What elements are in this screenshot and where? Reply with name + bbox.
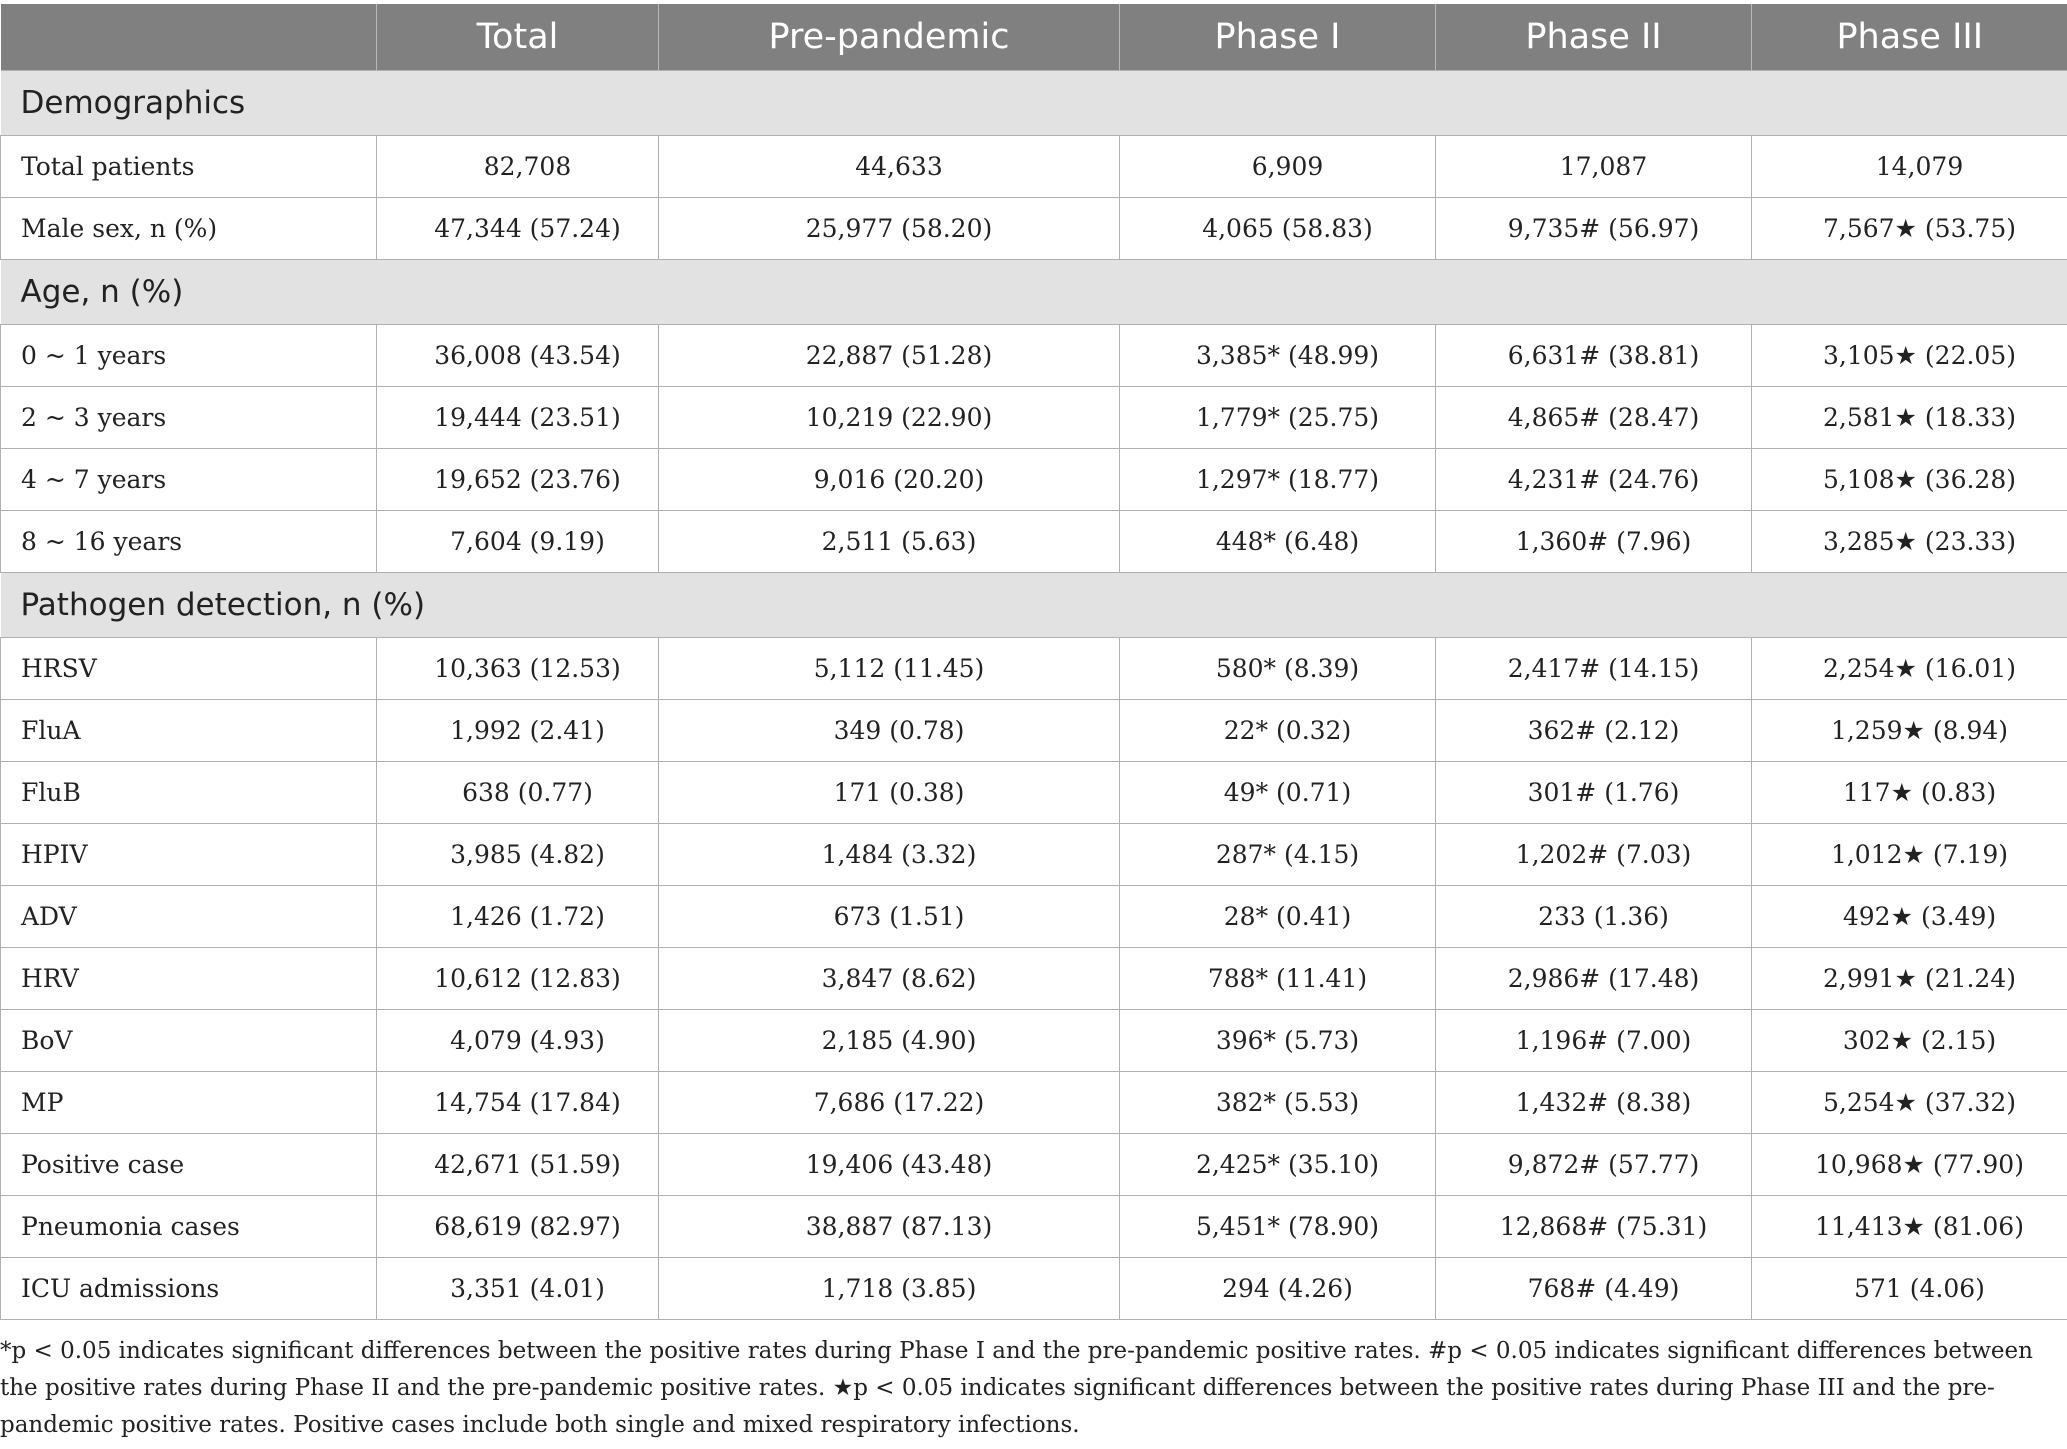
table-cell: 302★ (2.15): [1752, 1010, 2067, 1072]
table-cell: 1,432# (8.38): [1436, 1072, 1752, 1134]
table-cell: 2,425* (35.10): [1120, 1134, 1436, 1196]
table-cell: 2,185 (4.90): [659, 1010, 1120, 1072]
table-cell: 25,977 (58.20): [659, 198, 1120, 260]
table-cell: 5,254★ (37.32): [1752, 1072, 2067, 1134]
table-row: [1, 948, 2067, 1010]
table-cell: 12,868# (75.31): [1436, 1196, 1752, 1258]
table-cell: 1,426 (1.72): [377, 886, 659, 948]
table-cell: 287* (4.15): [1120, 824, 1436, 886]
row-label: ADV: [1, 886, 377, 948]
header-phase-1: Phase I: [1120, 4, 1436, 71]
table-cell: 10,363 (12.53): [377, 638, 659, 700]
table-row: [1, 449, 2067, 511]
table-cell: 19,444 (23.51): [377, 387, 659, 449]
table-cell: 788* (11.41): [1120, 948, 1436, 1010]
table-cell: 11,413★ (81.06): [1752, 1196, 2067, 1258]
table-cell: 7,567★ (53.75): [1752, 198, 2067, 260]
table-cell: 36,008 (43.54): [377, 325, 659, 387]
table-cell: 5,451* (78.90): [1120, 1196, 1436, 1258]
section-header-row: [1, 573, 2067, 638]
table-cell: 2,581★ (18.33): [1752, 387, 2067, 449]
table-cell: 2,991★ (21.24): [1752, 948, 2067, 1010]
table-cell: 82,708: [377, 136, 659, 198]
section-header-row: [1, 71, 2067, 136]
section-title: Pathogen detection, n (%): [1, 573, 2067, 638]
table-row: [1, 1072, 2067, 1134]
table-cell: 1,202# (7.03): [1436, 824, 1752, 886]
table-cell: 44,633: [659, 136, 1120, 198]
table-cell: 9,016 (20.20): [659, 449, 1120, 511]
table-cell: 1,779* (25.75): [1120, 387, 1436, 449]
table-cell: 22* (0.32): [1120, 700, 1436, 762]
table-cell: 396* (5.73): [1120, 1010, 1436, 1072]
table-cell: 1,259★ (8.94): [1752, 700, 2067, 762]
table-cell: 1,012★ (7.19): [1752, 824, 2067, 886]
table-cell: 28* (0.41): [1120, 886, 1436, 948]
table-cell: 2,511 (5.63): [659, 511, 1120, 573]
table-cell: 7,604 (9.19): [377, 511, 659, 573]
table-cell: 22,887 (51.28): [659, 325, 1120, 387]
row-label: Positive case: [1, 1134, 377, 1196]
row-label: 0 ~ 1 years: [1, 325, 377, 387]
section-header-row: [1, 260, 2067, 325]
table-cell: 1,718 (3.85): [659, 1258, 1120, 1320]
table-cell: 10,219 (22.90): [659, 387, 1120, 449]
table-cell: 117★ (0.83): [1752, 762, 2067, 824]
table-cell: 3,351 (4.01): [377, 1258, 659, 1320]
table-cell: 638 (0.77): [377, 762, 659, 824]
section-title: Demographics: [1, 71, 2067, 136]
table-footnote: [0, 1333, 2040, 1444]
table-cell: 14,754 (17.84): [377, 1072, 659, 1134]
row-label: 2 ~ 3 years: [1, 387, 377, 449]
table-cell: 49* (0.71): [1120, 762, 1436, 824]
row-label: HRSV: [1, 638, 377, 700]
table-cell: 3,385* (48.99): [1120, 325, 1436, 387]
table-cell: 673 (1.51): [659, 886, 1120, 948]
table-cell: 1,484 (3.32): [659, 824, 1120, 886]
row-label: HPIV: [1, 824, 377, 886]
table-row: [1, 1258, 2067, 1320]
table-cell: 301# (1.76): [1436, 762, 1752, 824]
table-row: [1, 824, 2067, 886]
table-cell: 6,909: [1120, 136, 1436, 198]
table-cell: 14,079: [1752, 136, 2067, 198]
header-row: [1, 4, 2067, 71]
table-row: [1, 638, 2067, 700]
table-row: [1, 136, 2067, 198]
table-row: [1, 325, 2067, 387]
table-cell: 3,105★ (22.05): [1752, 325, 2067, 387]
row-label: 8 ~ 16 years: [1, 511, 377, 573]
table-row: [1, 198, 2067, 260]
table-cell: 17,087: [1436, 136, 1752, 198]
table-cell: 5,108★ (36.28): [1752, 449, 2067, 511]
table-cell: 382* (5.53): [1120, 1072, 1436, 1134]
table-cell: 9,872# (57.77): [1436, 1134, 1752, 1196]
table-cell: 294 (4.26): [1120, 1258, 1436, 1320]
header-pre-pandemic: Pre-pandemic: [659, 4, 1120, 71]
section-title: Age, n (%): [1, 260, 2067, 325]
header-phase-2: Phase II: [1436, 4, 1752, 71]
row-label: HRV: [1, 948, 377, 1010]
table-cell: 2,986# (17.48): [1436, 948, 1752, 1010]
table-cell: 4,079 (4.93): [377, 1010, 659, 1072]
table-row: [1, 1010, 2067, 1072]
table-cell: 3,285★ (23.33): [1752, 511, 2067, 573]
table-cell: 571 (4.06): [1752, 1258, 2067, 1320]
table-cell: 1,297* (18.77): [1120, 449, 1436, 511]
table-row: [1, 1134, 2067, 1196]
table-cell: 362# (2.12): [1436, 700, 1752, 762]
table-cell: 233 (1.36): [1436, 886, 1752, 948]
table-cell: 492★ (3.49): [1752, 886, 2067, 948]
table-cell: 10,968★ (77.90): [1752, 1134, 2067, 1196]
row-label: ICU admissions: [1, 1258, 377, 1320]
results-table: [0, 4, 2067, 1320]
row-label: Total patients: [1, 136, 377, 198]
table-cell: 1,360# (7.96): [1436, 511, 1752, 573]
table-cell: 47,344 (57.24): [377, 198, 659, 260]
table-row: [1, 762, 2067, 824]
table-cell: 349 (0.78): [659, 700, 1120, 762]
table-cell: 7,686 (17.22): [659, 1072, 1120, 1134]
table-row: [1, 1196, 2067, 1258]
row-label: FluA: [1, 700, 377, 762]
row-label: FluB: [1, 762, 377, 824]
header-total: Total: [377, 4, 659, 71]
table-cell: 4,865# (28.47): [1436, 387, 1752, 449]
table-cell: 3,847 (8.62): [659, 948, 1120, 1010]
table-cell: 68,619 (82.97): [377, 1196, 659, 1258]
table-cell: 4,065 (58.83): [1120, 198, 1436, 260]
table-cell: 10,612 (12.83): [377, 948, 659, 1010]
header-phase-3: Phase III: [1752, 4, 2067, 71]
table-cell: 768# (4.49): [1436, 1258, 1752, 1320]
row-label: Male sex, n (%): [1, 198, 377, 260]
header-label-column: [1, 4, 377, 71]
table-cell: 3,985 (4.82): [377, 824, 659, 886]
table-cell: 448* (6.48): [1120, 511, 1436, 573]
table-cell: 19,406 (43.48): [659, 1134, 1120, 1196]
table-cell: 2,417# (14.15): [1436, 638, 1752, 700]
table-cell: 1,196# (7.00): [1436, 1010, 1752, 1072]
table-row: [1, 511, 2067, 573]
table-row: [1, 387, 2067, 449]
table-cell: 580* (8.39): [1120, 638, 1436, 700]
row-label: 4 ~ 7 years: [1, 449, 377, 511]
table-cell: 19,652 (23.76): [377, 449, 659, 511]
table-row: [1, 700, 2067, 762]
table-row: [1, 886, 2067, 948]
row-label: BoV: [1, 1010, 377, 1072]
table-cell: 38,887 (87.13): [659, 1196, 1120, 1258]
table-cell: 6,631# (38.81): [1436, 325, 1752, 387]
table-cell: 9,735# (56.97): [1436, 198, 1752, 260]
table-cell: 5,112 (11.45): [659, 638, 1120, 700]
table-cell: 171 (0.38): [659, 762, 1120, 824]
table-cell: 2,254★ (16.01): [1752, 638, 2067, 700]
table-cell: 1,992 (2.41): [377, 700, 659, 762]
row-label: MP: [1, 1072, 377, 1134]
table-cell: 42,671 (51.59): [377, 1134, 659, 1196]
footnote-text: *p < 0.05 indicates significant differences between the positive rates during Phase I and the pre-pandemic positive rates. #p < 0.05 indicates significant differences between the positive rates during Phase II and the pre-pandemic positive rates. ★p < 0.05 indicates significant differences between the positive rates during Phase III and the pre-pandemic positive rates. Positive cases include both single and mixed respiratory infections.: [0, 1338, 2033, 1438]
row-label: Pneumonia cases: [1, 1196, 377, 1258]
table-cell: 4,231# (24.76): [1436, 449, 1752, 511]
